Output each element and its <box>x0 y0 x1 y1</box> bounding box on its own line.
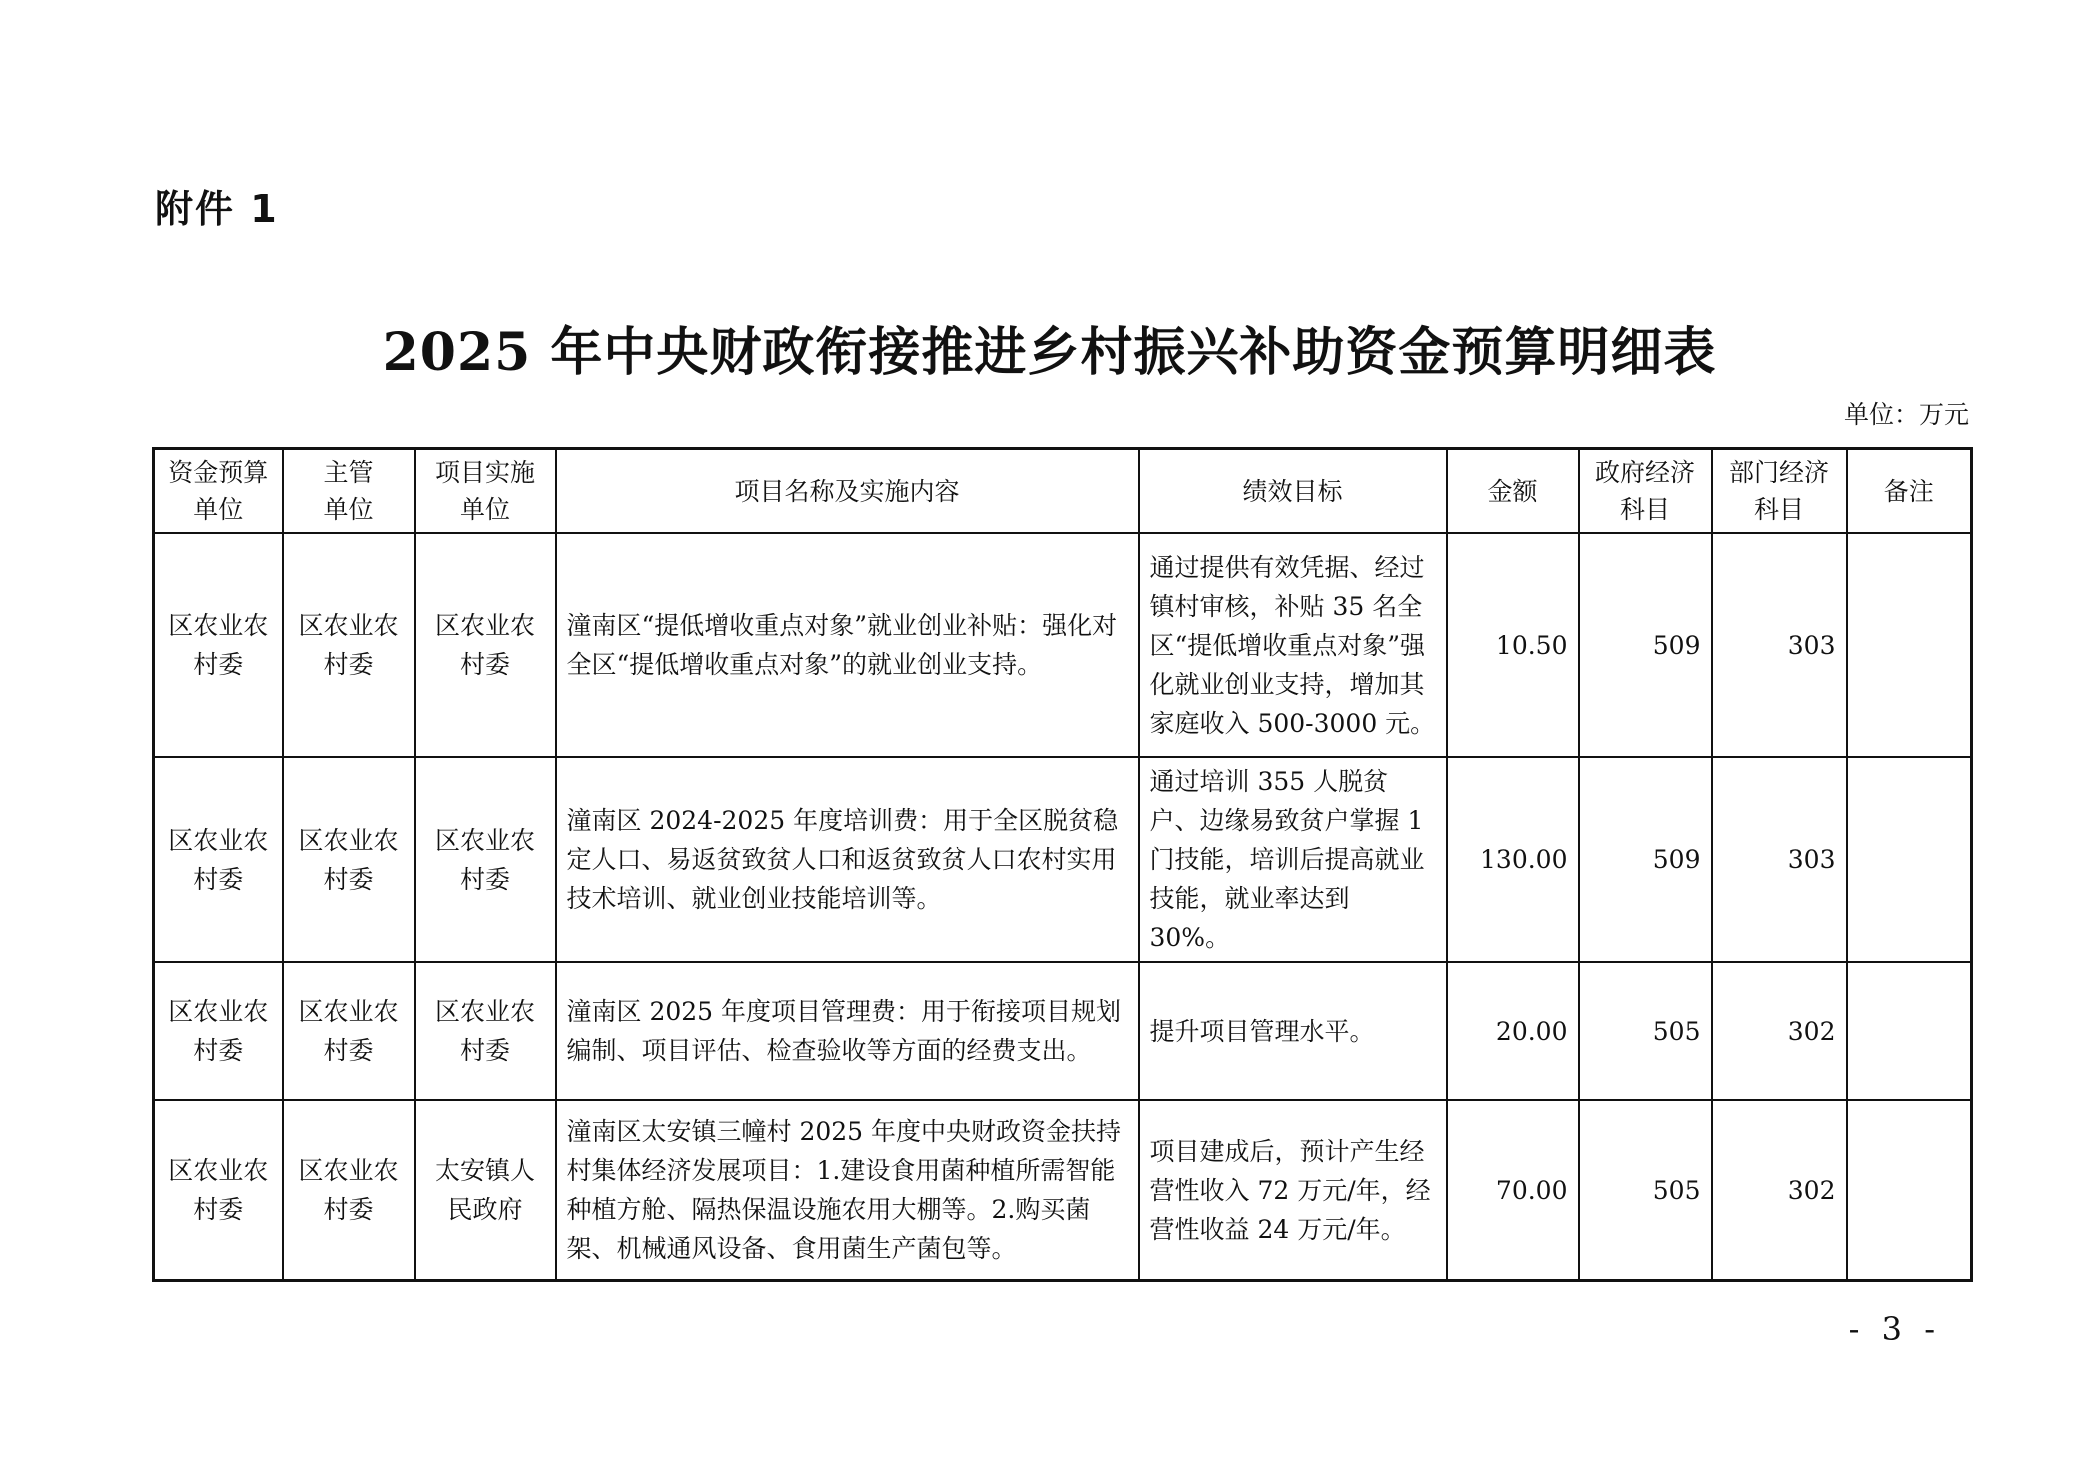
cell-remark <box>1847 533 1972 757</box>
header-budget-unit: 资金预算 单位 <box>154 449 283 534</box>
header-gov-subject: 政府经济 科目 <box>1579 449 1712 534</box>
header-content: 项目名称及实施内容 <box>556 449 1139 534</box>
cell-gov-subject: 509 <box>1579 757 1712 962</box>
cell-implementer: 区农业农村委 <box>415 757 556 962</box>
table-row <box>154 757 1972 962</box>
table-row <box>154 533 1972 757</box>
cell-budget-unit: 区农业农村委 <box>154 1100 283 1281</box>
cell-target: 通过培训 355 人脱贫户、边缘易致贫户掌握 1 门技能，培训后提高就业技能，就业率达到 30%。 <box>1139 757 1447 962</box>
cell-implementer: 太安镇人民政府 <box>415 1100 556 1281</box>
header-dept-subject: 部门经济 科目 <box>1712 449 1847 534</box>
cell-supervisor: 区农业农村委 <box>283 533 415 757</box>
cell-content: 潼南区 2025 年度项目管理费：用于衔接项目规划编制、项目评估、检查验收等方面的经费支出。 <box>556 962 1139 1100</box>
cell-amount: 70.00 <box>1447 1100 1579 1281</box>
cell-remark <box>1847 757 1972 962</box>
cell-budget-unit: 区农业农村委 <box>154 757 283 962</box>
page-title: 2025 年中央财政衔接推进乡村振兴补助资金预算明细表 <box>382 322 1717 383</box>
header-implementer: 项目实施 单位 <box>415 449 556 534</box>
cell-budget-unit: 区农业农村委 <box>154 533 283 757</box>
cell-dept-subject: 303 <box>1712 757 1847 962</box>
cell-dept-subject: 303 <box>1712 533 1847 757</box>
cell-content: 潼南区 2024-2025 年度培训费：用于全区脱贫稳定人口、易返贫致贫人口和返贫致贫人口农村实用技术培训、就业创业技能培训等。 <box>556 757 1139 962</box>
page-number: - 3 - <box>1848 1310 1941 1348</box>
cell-remark <box>1847 1100 1972 1281</box>
header-remark: 备注 <box>1847 449 1972 534</box>
cell-content: 潼南区太安镇三幢村 2025 年度中央财政资金扶持村集体经济发展项目：1.建设食用菌种植所需智能种植方舱、隔热保温设施农用大棚等。2.购买菌架、机械通风设备、食用菌生产菌包等。 <box>556 1100 1139 1281</box>
cell-dept-subject: 302 <box>1712 962 1847 1100</box>
cell-gov-subject: 505 <box>1579 1100 1712 1281</box>
header-amount: 金额 <box>1447 449 1579 534</box>
cell-supervisor: 区农业农村委 <box>283 1100 415 1281</box>
cell-supervisor: 区农业农村委 <box>283 757 415 962</box>
cell-gov-subject: 505 <box>1579 962 1712 1100</box>
unit-label: 单位：万元 <box>1843 400 1969 429</box>
budget-table <box>152 447 1973 1282</box>
cell-gov-subject: 509 <box>1579 533 1712 757</box>
cell-implementer: 区农业农村委 <box>415 533 556 757</box>
cell-budget-unit: 区农业农村委 <box>154 962 283 1100</box>
cell-dept-subject: 302 <box>1712 1100 1847 1281</box>
table-row <box>154 962 1972 1100</box>
header-supervisor: 主管 单位 <box>283 449 415 534</box>
cell-target: 项目建成后，预计产生经营性收入 72 万元/年，经营性收益 24 万元/年。 <box>1139 1100 1447 1281</box>
table-row <box>154 1100 1972 1281</box>
cell-target: 提升项目管理水平。 <box>1139 962 1447 1100</box>
cell-implementer: 区农业农村委 <box>415 962 556 1100</box>
cell-supervisor: 区农业农村委 <box>283 962 415 1100</box>
attachment-label: 附件 1 <box>155 187 279 231</box>
cell-target: 通过提供有效凭据、经过镇村审核，补贴 35 名全区“提低增收重点对象”强化就业创业支持，增加其家庭收入 500-3000 元。 <box>1139 533 1447 757</box>
cell-content: 潼南区“提低增收重点对象”就业创业补贴：强化对全区“提低增收重点对象”的就业创业支持。 <box>556 533 1139 757</box>
cell-amount: 10.50 <box>1447 533 1579 757</box>
cell-remark <box>1847 962 1972 1100</box>
cell-amount: 20.00 <box>1447 962 1579 1100</box>
table-header-row <box>154 449 1972 534</box>
cell-amount: 130.00 <box>1447 757 1579 962</box>
header-target: 绩效目标 <box>1139 449 1447 534</box>
